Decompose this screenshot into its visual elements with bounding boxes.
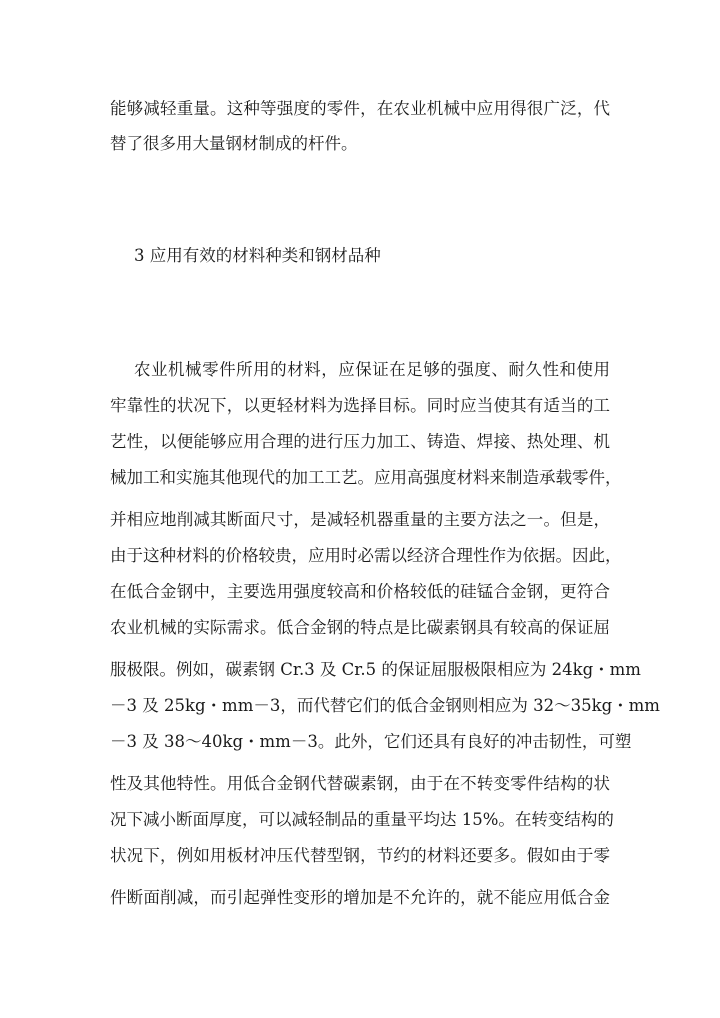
paragraph-line: 况下减小断面厚度，可以减轻制品的重量平均达 15%。在转变结构的 — [110, 810, 614, 829]
paragraph-line: 替了很多用大量钢材制成的杆件。 — [110, 134, 358, 153]
paragraph-line: 由于这种材料的价格较贵，应用时必需以经济合理性作为依据。因此， — [110, 546, 622, 565]
paragraph-line: －3 及 38～40kg・mm－3。此外，它们还具有良好的冲击韧性，可塑 — [110, 732, 632, 751]
paragraph-line: 械加工和实施其他现代的加工工艺。应用高强度材料来制造承载零件， — [110, 468, 622, 487]
paragraph-line: 艺性，以便能够应用合理的进行压力加工、铸造、焊接、热处理、机 — [110, 432, 610, 451]
paragraph-line: 状况下，例如用板材冲压代替型钢，节约的材料还要多。假如由于零 — [110, 846, 610, 865]
paragraph-line: 牢靠性的状况下，以更轻材料为选择目标。同时应当使其有适当的工 — [110, 396, 610, 415]
paragraph-line: 在低合金钢中，主要选用强度较高和价格较低的硅锰合金钢，更符合 — [110, 582, 610, 601]
paragraph-line: 农业机械的实际需求。低合金钢的特点是比碳素钢具有较高的保证屈 — [110, 618, 610, 637]
paragraph-line: 农业机械零件所用的材料，应保证在足够的强度、耐久性和使用 — [134, 360, 610, 379]
paragraph-line: 性及其他特性。用低合金钢代替碳素钢，由于在不转变零件结构的状 — [110, 774, 610, 793]
paragraph-line: 服极限。例如，碳素钢 Cr.3 及 Cr.5 的保证屈服极限相应为 24kg・mm — [110, 660, 641, 679]
paragraph-line: 并相应地削减其断面尺寸，是减轻机器重量的主要方法之一。但是， — [110, 510, 610, 529]
paragraph-line: －3 及 25kg・mm－3，而代替它们的低合金钢则相应为 32～35kg・mm — [110, 696, 660, 715]
paragraph-line: 件断面削减，而引起弹性变形的增加是不允许的，就不能应用低合金 — [110, 888, 610, 907]
section-heading: 3 应用有效的材料种类和钢材品种 — [134, 246, 381, 265]
paragraph-line: 能够减轻重量。这种等强度的零件，在农业机械中应用得很广泛，代 — [110, 99, 610, 118]
